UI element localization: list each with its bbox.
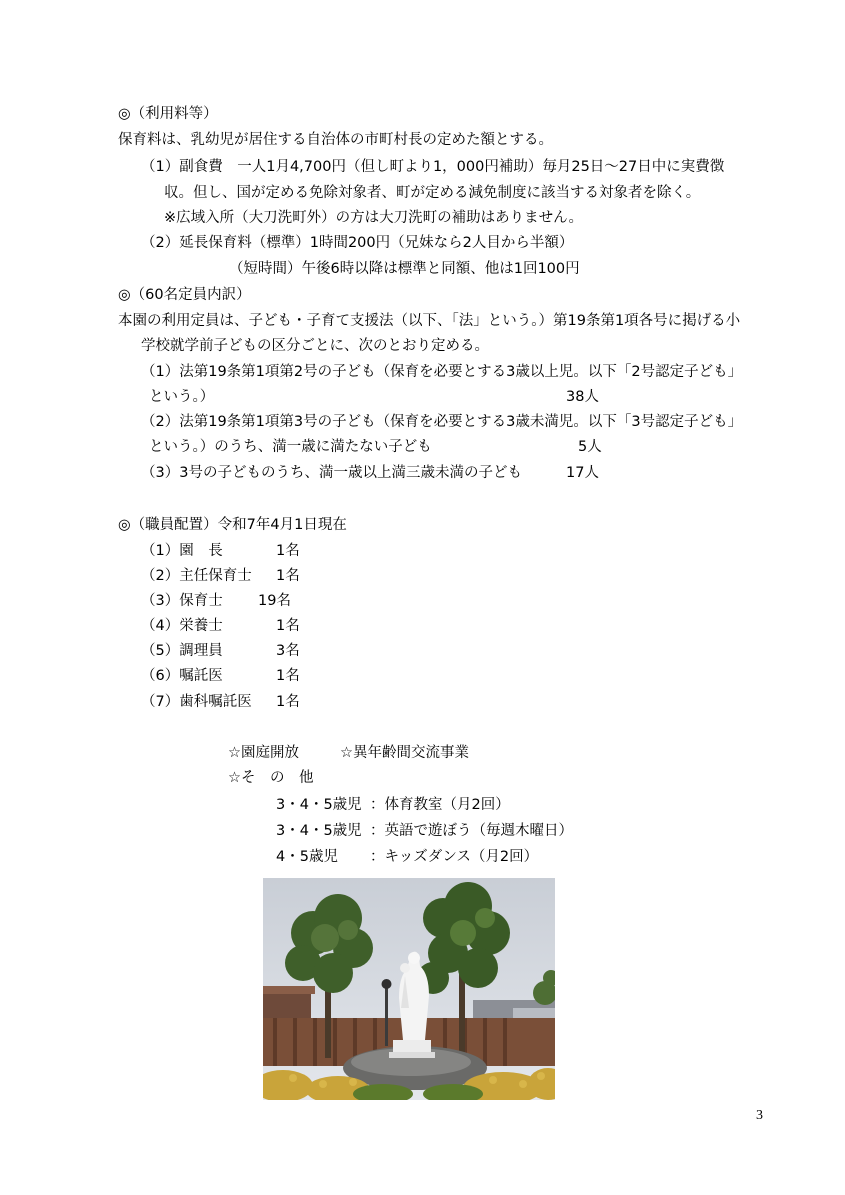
staff-count: 3名 (276, 643, 300, 659)
fees-heading: ◎（利用料等） (118, 106, 218, 122)
fees-item1-line1: （1）副食費 一人1月4,700円（但し町より1，000円補助）毎月25日～27日中に実費徴 (141, 159, 725, 175)
staff-count: 1名 (276, 668, 300, 684)
staff-label: （2）主任保育士 (141, 568, 252, 584)
staff-count: 1名 (276, 568, 300, 584)
activity-desc: ：キッズダンス（月2回） (370, 849, 539, 865)
garden-statue-photo (263, 878, 555, 1100)
capacity-item3-line: （3）3号の子どものうち、満一歳以上満三歳未満の子ども (141, 465, 522, 481)
fees-item1-line2: 収。但し、国が定める免除対象者、町が定める減免制度に該当する対象者を除く。 (164, 185, 701, 201)
capacity-intro-line1: 本園の利用定員は、子ども・子育て支援法（以下、「法」という。）第19条第1項各号に掲げる小 (118, 313, 741, 329)
staff-label: （5）調理員 (141, 643, 223, 659)
staff-label: （7）歯科嘱託医 (141, 694, 252, 710)
capacity-heading: ◎（60名定員内訳） (118, 287, 251, 303)
activity-desc: ：体育教室（月2回） (370, 797, 510, 813)
activity-star-exchange: ☆異年齢間交流事業 (340, 745, 469, 761)
staff-label: （1）園 長 (141, 543, 223, 559)
fees-item1-note: ※広域入所（大刀洗町外）の方は大刀洗町の補助はありません。 (164, 210, 584, 226)
staff-label: （4）栄養士 (141, 618, 223, 634)
capacity-item2-count: 5人 (578, 439, 602, 455)
staff-count: 19名 (258, 593, 291, 609)
staff-count: 1名 (276, 543, 300, 559)
capacity-item1-line2: という。） (149, 389, 215, 405)
activity-age: 3・4・5歳児 (276, 797, 362, 813)
fees-intro: 保育料は、乳幼児が居住する自治体の市町村長の定めた額とする。 (118, 132, 553, 148)
fees-item2-line1: （2）延長保育料（標準）1時間200円（兄妹なら2人目から半額） (141, 235, 574, 251)
staff-label: （3）保育士 (141, 593, 223, 609)
staff-heading: ◎（職員配置）令和7年4月1日現在 (118, 517, 347, 533)
staff-count: 1名 (276, 694, 300, 710)
capacity-item1-line1: （1）法第19条第1項第2号の子ども（保育を必要とする3歳以上児。以下「2号認定子ども」 (141, 364, 743, 380)
capacity-item3-count: 17人 (566, 465, 599, 481)
capacity-item2-line1: （2）法第19条第1項第3号の子ども（保育を必要とする3歳未満児。以下「3号認定子ども」 (141, 414, 743, 430)
activity-age: 4・5歳児 (276, 849, 338, 865)
capacity-item2-line2: という。）のうち、満一歳に満たない子ども (149, 439, 432, 455)
capacity-item1-count: 38人 (566, 389, 599, 405)
activity-star-garden: ☆園庭開放 (228, 745, 299, 761)
activity-age: 3・4・5歳児 (276, 823, 362, 839)
capacity-intro-line2: 学校就学前子どもの区分ごとに、次のとおり定める。 (141, 338, 489, 354)
activity-desc: ：英語で遊ぼう（毎週木曜日） (370, 823, 573, 839)
page-number: 3 (756, 1108, 763, 1123)
fees-item2-line2: （短時間）午後6時以降は標準と同額、他は1回100円 (229, 261, 580, 277)
staff-count: 1名 (276, 618, 300, 634)
staff-label: （6）嘱託医 (141, 668, 223, 684)
activity-star-other: ☆そ の 他 (228, 770, 314, 786)
